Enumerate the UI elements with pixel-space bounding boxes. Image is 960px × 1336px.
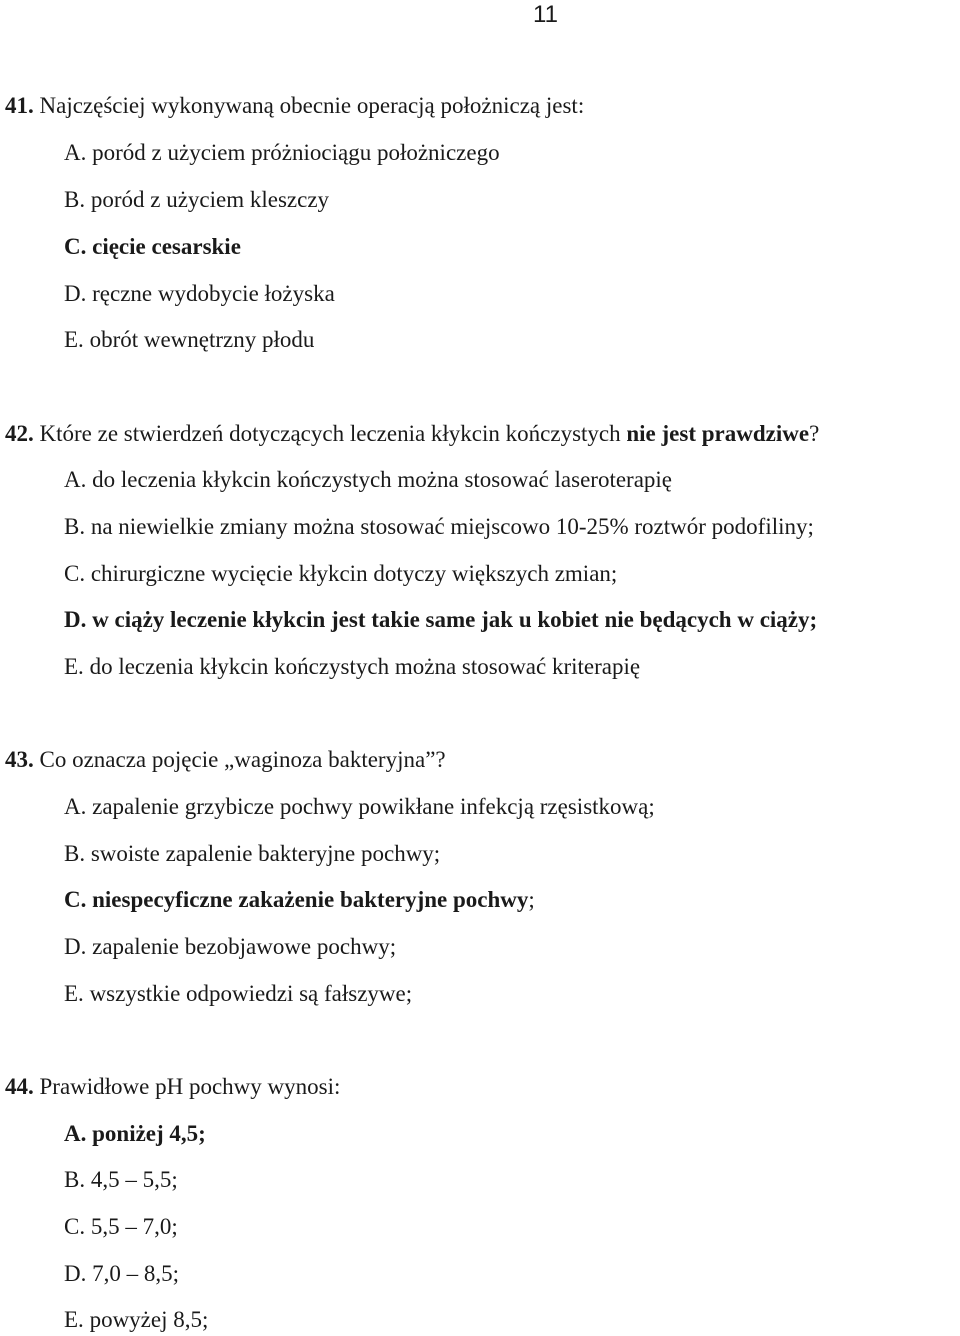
- option-letter: D.: [64, 607, 87, 632]
- question-text: Prawidłowe pH pochwy wynosi:: [39, 1074, 341, 1099]
- option-42-e: [64, 653, 640, 681]
- question-43: [5, 746, 446, 774]
- option-text: zapalenie bezobjawowe pochwy;: [92, 934, 397, 959]
- question-number: 42.: [5, 421, 34, 446]
- option-42-c: [64, 560, 617, 588]
- question-text: Co oznacza pojęcie „waginoza bakteryjna”?: [39, 747, 446, 772]
- question-44: [5, 1073, 340, 1101]
- option-letter: D.: [64, 281, 87, 306]
- option-text: 4,5 – 5,5;: [90, 1167, 178, 1192]
- option-letter: A.: [64, 1121, 87, 1146]
- page-number: 11: [533, 1, 558, 28]
- option-text: swoiste zapalenie bakteryjne pochwy;: [90, 841, 441, 866]
- option-letter: C.: [64, 561, 86, 586]
- question-number: 43.: [5, 747, 34, 772]
- question-end: ?: [809, 421, 820, 446]
- option-letter: C.: [64, 1214, 86, 1239]
- option-43-d: [64, 933, 396, 961]
- option-letter: A.: [64, 467, 87, 492]
- option-43-e: [64, 980, 412, 1008]
- option-41-e: [64, 326, 314, 354]
- question-number: 41.: [5, 93, 34, 118]
- question-42: [5, 420, 819, 448]
- option-44-e: [64, 1306, 208, 1334]
- option-text: poród z użyciem kleszczy: [90, 187, 330, 212]
- option-43-b: [64, 840, 440, 868]
- option-42-d-correct: [64, 606, 817, 634]
- option-letter: B.: [64, 841, 86, 866]
- option-text: ręczne wydobycie łożyska: [92, 281, 335, 306]
- option-letter: B.: [64, 514, 86, 539]
- option-text: powyżej 8,5;: [89, 1307, 209, 1332]
- option-letter: D.: [64, 1261, 87, 1286]
- option-41-b: [64, 186, 329, 214]
- question-41: [5, 92, 584, 120]
- question-text: Najczęściej wykonywaną obecnie operacją położniczą jest:: [39, 93, 585, 118]
- option-41-d: [64, 280, 335, 308]
- option-text: w ciąży leczenie kłykcin jest takie same jak u kobiet nie będących w ciąży;: [92, 607, 818, 632]
- option-text: do leczenia kłykcin kończystych można stosować kriterapię: [89, 654, 641, 679]
- option-42-b: [64, 513, 814, 541]
- option-letter: E.: [64, 654, 84, 679]
- question-emphasis: nie jest prawdziwe: [626, 421, 810, 446]
- option-letter: E.: [64, 327, 84, 352]
- option-text: 5,5 – 7,0;: [90, 1214, 178, 1239]
- question-text: Które ze stwierdzeń dotyczących leczenia kłykcin kończystych: [39, 421, 621, 446]
- option-43-a: [64, 793, 655, 821]
- option-44-d: [64, 1260, 179, 1288]
- option-text: 7,0 – 8,5;: [92, 1261, 180, 1286]
- option-letter: E.: [64, 1307, 84, 1332]
- option-41-c-correct: [64, 233, 241, 261]
- option-text: poniżej 4,5;: [92, 1121, 206, 1146]
- option-42-a: [64, 466, 672, 494]
- option-letter: C.: [64, 887, 87, 912]
- option-text: do leczenia kłykcin kończystych można stosować laseroterapię: [92, 467, 673, 492]
- option-text: obrót wewnętrzny płodu: [89, 327, 315, 352]
- option-suffix: ;: [528, 887, 535, 912]
- option-letter: D.: [64, 934, 87, 959]
- option-letter: A.: [64, 140, 87, 165]
- option-text: niespecyficzne zakażenie bakteryjne pochwy: [92, 887, 529, 912]
- option-letter: A.: [64, 794, 87, 819]
- option-letter: C.: [64, 234, 87, 259]
- option-44-b: [64, 1166, 178, 1194]
- question-number: 44.: [5, 1074, 34, 1099]
- option-letter: B.: [64, 187, 86, 212]
- option-text: wszystkie odpowiedzi są fałszywe;: [89, 981, 413, 1006]
- option-text: cięcie cesarskie: [92, 234, 241, 259]
- option-letter: E.: [64, 981, 84, 1006]
- option-44-a-correct: [64, 1120, 206, 1148]
- option-text: poród z użyciem próżniociągu położniczego: [92, 140, 500, 165]
- option-text: chirurgiczne wycięcie kłykcin dotyczy większych zmian;: [90, 561, 618, 586]
- option-text: na niewielkie zmiany można stosować miejscowo 10-25% roztwór podofiliny;: [90, 514, 814, 539]
- option-44-c: [64, 1213, 178, 1241]
- option-41-a: [64, 139, 500, 167]
- option-text: zapalenie grzybicze pochwy powikłane infekcją rzęsistkową;: [92, 794, 655, 819]
- option-letter: B.: [64, 1167, 86, 1192]
- option-43-c-correct: [64, 886, 535, 914]
